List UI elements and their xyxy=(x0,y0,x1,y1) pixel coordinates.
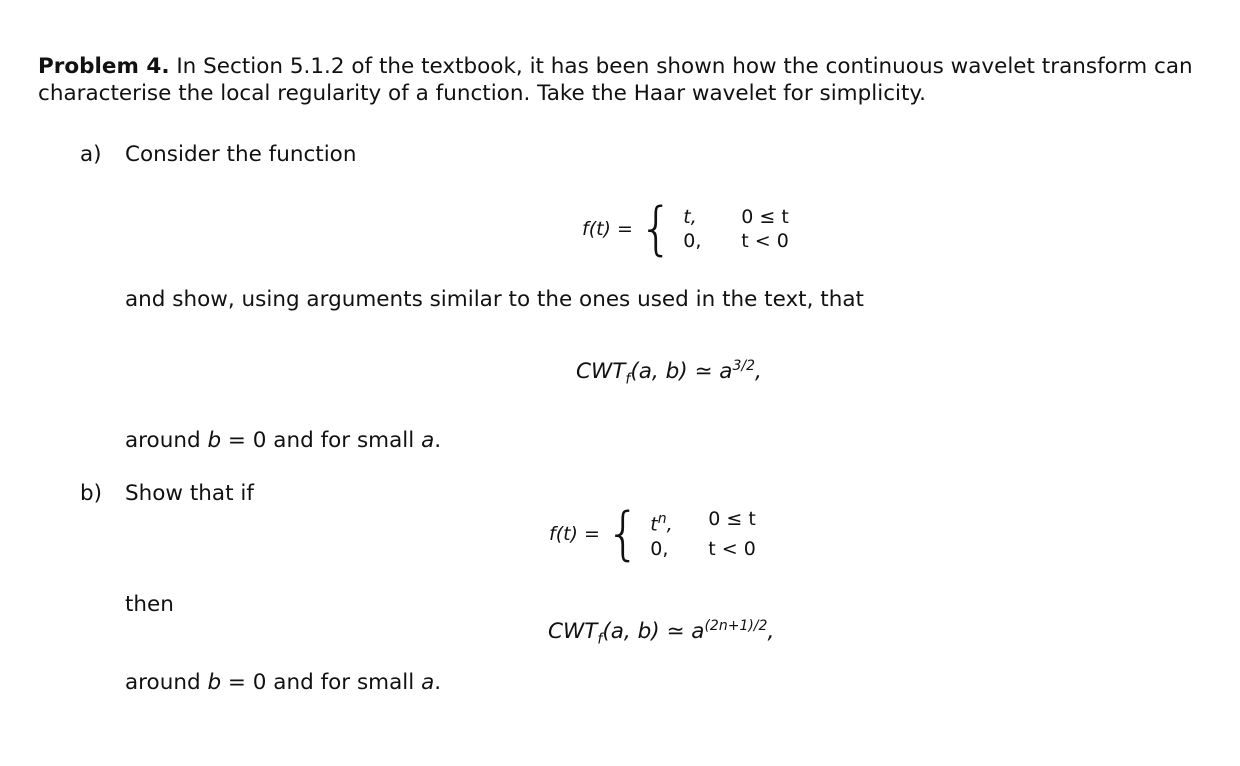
problem-intro: In Section 5.1.2 of the textbook, it has been shown how the continuous wavelet transform can characterise the local regularity of a function. Take the Haar wavelet for simplicity. xyxy=(38,54,1193,106)
part-a-cwt-main: CWT xyxy=(576,359,626,385)
part-a-cwt-args: (a, b) ≃ a xyxy=(630,359,733,385)
part-b-around-pre: around xyxy=(125,670,208,695)
part-b-case1-condition: 0 ≤ t xyxy=(708,508,756,531)
part-b-around-b: b xyxy=(207,670,222,695)
part-b-case1-base: t xyxy=(650,513,658,536)
part-a-case2-condition: t < 0 xyxy=(741,230,789,252)
part-b-cwt-main: CWT xyxy=(548,619,598,645)
part-b-fx: f(t) = xyxy=(549,523,600,545)
part-b-text1: Show that if xyxy=(125,481,254,506)
part-a-cwt xyxy=(576,358,762,387)
problem-statement xyxy=(38,53,1208,107)
part-b-case1-exp: n xyxy=(657,511,667,528)
part-b-around-mid: = 0 and for small xyxy=(221,670,422,695)
problem-heading: Problem 4. xyxy=(38,54,170,79)
part-b-around-a: a xyxy=(421,670,435,695)
part-b-cwt-args: (a, b) ≃ a xyxy=(602,619,705,645)
part-b-case2-value: 0, xyxy=(650,537,669,560)
part-b-case2-condition: t < 0 xyxy=(708,537,756,560)
part-a-around-mid: = 0 and for small xyxy=(221,428,422,453)
part-b-brace: { xyxy=(605,500,641,567)
part-a-around-pre: around xyxy=(125,428,208,453)
part-a-around xyxy=(125,428,441,453)
part-b-marker: b) xyxy=(80,481,103,506)
part-b-cwt xyxy=(548,618,774,647)
part-a-cwt-sub: f xyxy=(625,371,631,388)
part-a-fx: f(t) = xyxy=(582,218,633,240)
part-b-around xyxy=(125,670,441,695)
part-a-equation-f xyxy=(582,195,789,262)
part-a-text2: and show, using arguments similar to the ones used in the text, that xyxy=(125,287,864,312)
part-b-cases xyxy=(650,507,756,560)
part-a-case1-condition: 0 ≤ t xyxy=(741,206,789,228)
part-a-marker: a) xyxy=(80,142,102,167)
part-a-text1: Consider the function xyxy=(125,142,357,167)
part-a-around-a: a xyxy=(421,428,435,453)
part-a-cwt-end: , xyxy=(755,359,762,385)
part-a-around-end: . xyxy=(434,428,442,453)
part-b-text2: then xyxy=(125,592,174,617)
part-a-around-b: b xyxy=(207,428,222,453)
part-a-case1-value: t, xyxy=(683,206,697,228)
part-b-equation-f xyxy=(549,500,756,567)
part-b-cwt-end: , xyxy=(767,619,775,645)
part-b-case1-value xyxy=(650,507,708,536)
part-b-around-end: . xyxy=(434,670,442,695)
part-b-cwt-exp: (2n+1)/2 xyxy=(704,618,768,634)
part-a-case2-value: 0, xyxy=(683,230,702,252)
part-b-cwt-sub: f xyxy=(597,631,603,648)
part-a-cwt-exp: 3/2 xyxy=(732,358,755,374)
part-a-brace: { xyxy=(638,195,674,262)
part-b-case1-end: , xyxy=(666,513,673,536)
part-a-cases xyxy=(683,205,789,253)
